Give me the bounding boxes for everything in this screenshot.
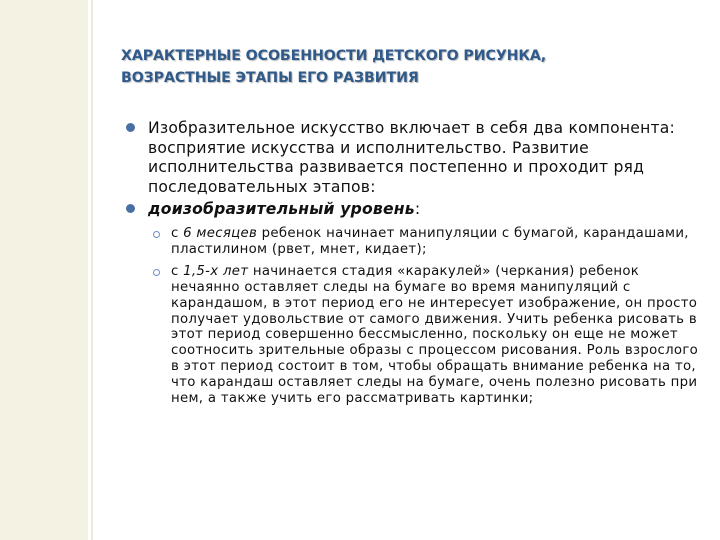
sub-bullet-1-5-years bbox=[126, 264, 706, 407]
level-colon: : bbox=[414, 200, 421, 219]
bullet-item-intro bbox=[126, 119, 706, 197]
sub-bullet-6-months bbox=[126, 226, 706, 258]
sub-bullet-ring-icon bbox=[153, 269, 160, 276]
slide-title bbox=[121, 45, 701, 89]
title-line-2: ВОЗРАСТНЫЕ ЭТАПЫ ЕГО РАЗВИТИЯ bbox=[121, 70, 419, 86]
sub-text: начинается стадия «каракулей» (черкания) ребенок нечаянно оставляет следы на бумаге во время манипуляций с карандашом, в этот период его не интересует изображение, он просто получает удовольствие от самого движения. Учить ребенка рисовать в этот период совершенно бессмысленно, поскольку он еще не может соотносить зрительные образы с процессом рисования. Роль взрослого в этот период состоит в том, чтобы обращать внимание ребенка на то, что карандаш оставляет следы на бумаге, очень полезно рисовать при нем, а также учить его рассматривать картинки; bbox=[171, 263, 699, 407]
age-label: 1,5-х лет bbox=[183, 263, 249, 279]
age-label: 6 месяцев bbox=[183, 225, 258, 241]
sub-prefix: с bbox=[171, 225, 184, 241]
sub-prefix: с bbox=[171, 263, 184, 279]
bullet-item-level bbox=[126, 200, 706, 220]
bullet-text: Изобразительное искусство включает в себя два компонента: восприятие искусства и исполнительство. Развитие исполнительства развивается постепенно и проходит ряд последовательных этапов: bbox=[148, 119, 675, 196]
level-heading: доизобразительный уровень bbox=[148, 200, 415, 219]
title-line-1: ХАРАКТЕРНЫЕ ОСОБЕННОСТИ ДЕТСКОГО РИСУНКА, bbox=[121, 48, 547, 64]
sub-text: ребенок начинает манипуляции с бумагой, карандашами, пластилином (рвет, мнет, кидает); bbox=[171, 225, 689, 257]
sub-bullet-ring-icon bbox=[153, 231, 160, 238]
decorative-side-band bbox=[0, 0, 88, 540]
bullet-dot-icon bbox=[126, 204, 135, 213]
decorative-divider bbox=[91, 0, 93, 540]
bullet-dot-icon bbox=[126, 123, 135, 132]
slide-content bbox=[126, 119, 706, 407]
